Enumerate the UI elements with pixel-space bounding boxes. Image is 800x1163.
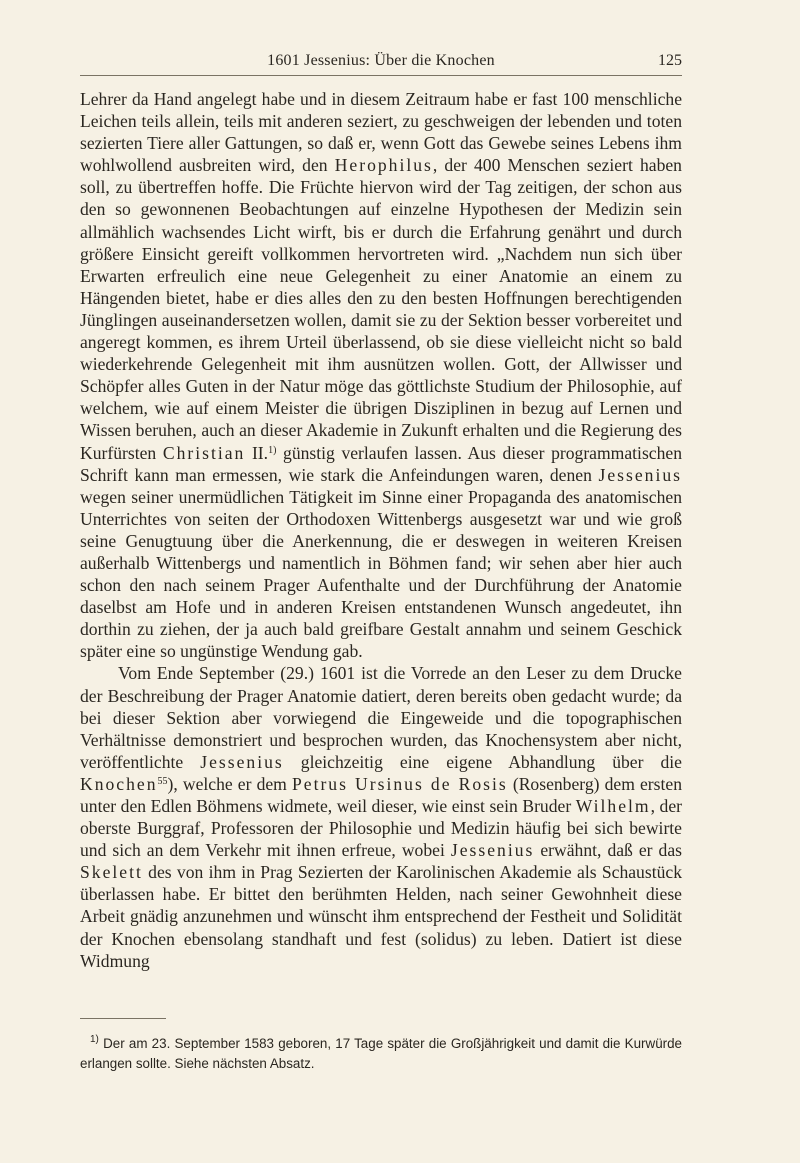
- footnote: [80, 1034, 682, 1074]
- running-title: 1601 Jessenius: Über die Knochen: [267, 52, 495, 69]
- main-text: [80, 88, 682, 972]
- text-run: , der 400 Menschen seziert haben soll, zu übertreffen hoffe. Die Früchte hiervon wird der Tag zeitigen, der schon aus den so gewonnenen Beobachtungen auf einzelne Hypothesen der Medizin sein allmählich wachsendes Licht wirft, bis er durch die Erfahrung genährt und durch größere Einsicht gereift vollkommen hervortreten wird. „Nachdem nun sich über Erwarten erfreulich eine neue Gelegenheit zu einer Anatomie an einem zu Hängenden bietet, habe er dies alles den zu den besten Hoffnungen berechtigenden Jünglingen auseinandersetzen wollen, damit sie zu der Sektion besser vorbereitet und angeregt kommen, es ihrem Urteil überlassend, ob sie diese vielleicht nicht so bald wiederkehrende Gelegenheit mit ihm ausnützen wollen. Gott, der Allwisser und Schöpfer alles Guten in der Natur möge das göttlichste Studium der Philosophie, auf welchem, wie auf einem Meister die übrigen Disziplinen in bezug auf Lernen und Wissen beruhen, auch an dieser Akademie in Zukunft erhalten und die Regierung des Kurfürsten: [80, 155, 682, 463]
- text-run: II.: [245, 442, 269, 463]
- endnote-reference: 55: [157, 775, 168, 787]
- spaced-name: Petrus Ursinus de Rosis: [291, 773, 508, 794]
- text-run: des von ihm in Prag Sezierten der Karolinischen Akademie als Schaustück überlassen habe. Er bittet den berühmten Helden, nach seiner Gewohnheit diese Arbeit gnädig anzunehmen und wünscht ihm entsprechend der Festheit und Solidität der Knochen ebensolang standhaft und fest (solidus) zu leben. Datiert ist diese Widmung: [80, 862, 682, 971]
- text-run: ), welche er dem: [167, 773, 292, 794]
- spaced-name: Skelett: [80, 862, 143, 883]
- footnote-rule: [80, 1018, 166, 1019]
- text-run: Lehrer da Hand angelegt habe und in diesem Zeitraum habe er fast 100 menschliche Leichen teils allein, teils mit anderen seziert, zu geschweigen der lebenden und toten sezierten Tiere aller Gattungen, so daß er, wenn Gott das Gewebe seines Lebens ihm wohlwollend ausbreiten wird, den: [80, 89, 682, 176]
- text-run: wegen seiner unermüdlichen Tätigkeit im Sinne einer Propaganda des anatomischen Unterrichtes von seiten der Orthodoxen Wittenbergs ausgesetzt war und wie groß seine Genugtuung über die Anerkennung, die er deswegen in weiteren Kreisen außerhalb Wittenbergs und namentlich in Böhmen fand; wir sehen aber hier auch schon den nach seinem Prager Aufenthalte und der Durchführung der Anatomie daselbst am Hofe und in anderen Kreisen entstandenen Wunsch angedeutet, ihn dorthin zu ziehen, der ja auch bald greifbare Gestalt annahm und seinem Geschick später eine so ungünstige Wendung gab.: [80, 486, 682, 662]
- footnote-reference: 1): [268, 444, 277, 456]
- spaced-name: Jessenius: [200, 751, 284, 772]
- text-run: Vom Ende September (29.) 1601 ist die Vorrede an den Leser zu dem Drucke der Beschreibung der Prager Anatomie datiert, deren bereits oben gedacht wurde; da bei dieser Sektion aber vorwiegend die Eingeweide und die topographischen Verhältnisse demonstriert und besprochen wurden, das Knochensystem aber nicht, veröffentlichte: [80, 663, 682, 772]
- spaced-name: Christian: [162, 442, 246, 463]
- spaced-name: Jessenius: [598, 464, 682, 485]
- header-rule: [80, 75, 682, 76]
- paragraph-2: [80, 662, 682, 971]
- text-run: günstig verlaufen lassen. Aus dieser programmatischen Schrift kann man ermessen, wie stark die Anfeindungen waren, denen: [80, 442, 683, 485]
- running-header: [80, 52, 682, 74]
- spaced-name: Herophilus: [334, 155, 433, 176]
- text-run: (Rosenberg) dem ersten unter den Edlen Böhmens widmete, weil dieser, wie einst sein Bruder: [80, 773, 682, 816]
- spaced-name: Jessenius: [450, 840, 535, 861]
- footnote-body: Der am 23. September 1583 geboren, 17 Tage später die Großjährigkeit und damit die Kurwürde erlangen sollte. Siehe nächsten Absatz.: [80, 1036, 682, 1071]
- text-run: erwähnt, daß er das: [534, 840, 682, 861]
- footnote-text: [80, 1034, 682, 1074]
- text-run: , der oberste Burggraf, Professoren der Philosophie und Medizin häufig bei sich bewirte und sich an dem Verkehr mit ihnen erfreue, wobei: [80, 796, 682, 861]
- spaced-name: Knochen: [80, 773, 158, 794]
- text-run: gleichzeitig eine eigene Abhandlung über die: [283, 751, 682, 772]
- paragraph-1: [80, 88, 682, 662]
- footnote-marker: 1): [90, 1034, 99, 1045]
- page-number: 125: [658, 52, 682, 69]
- spaced-name: Wilhelm: [575, 796, 651, 816]
